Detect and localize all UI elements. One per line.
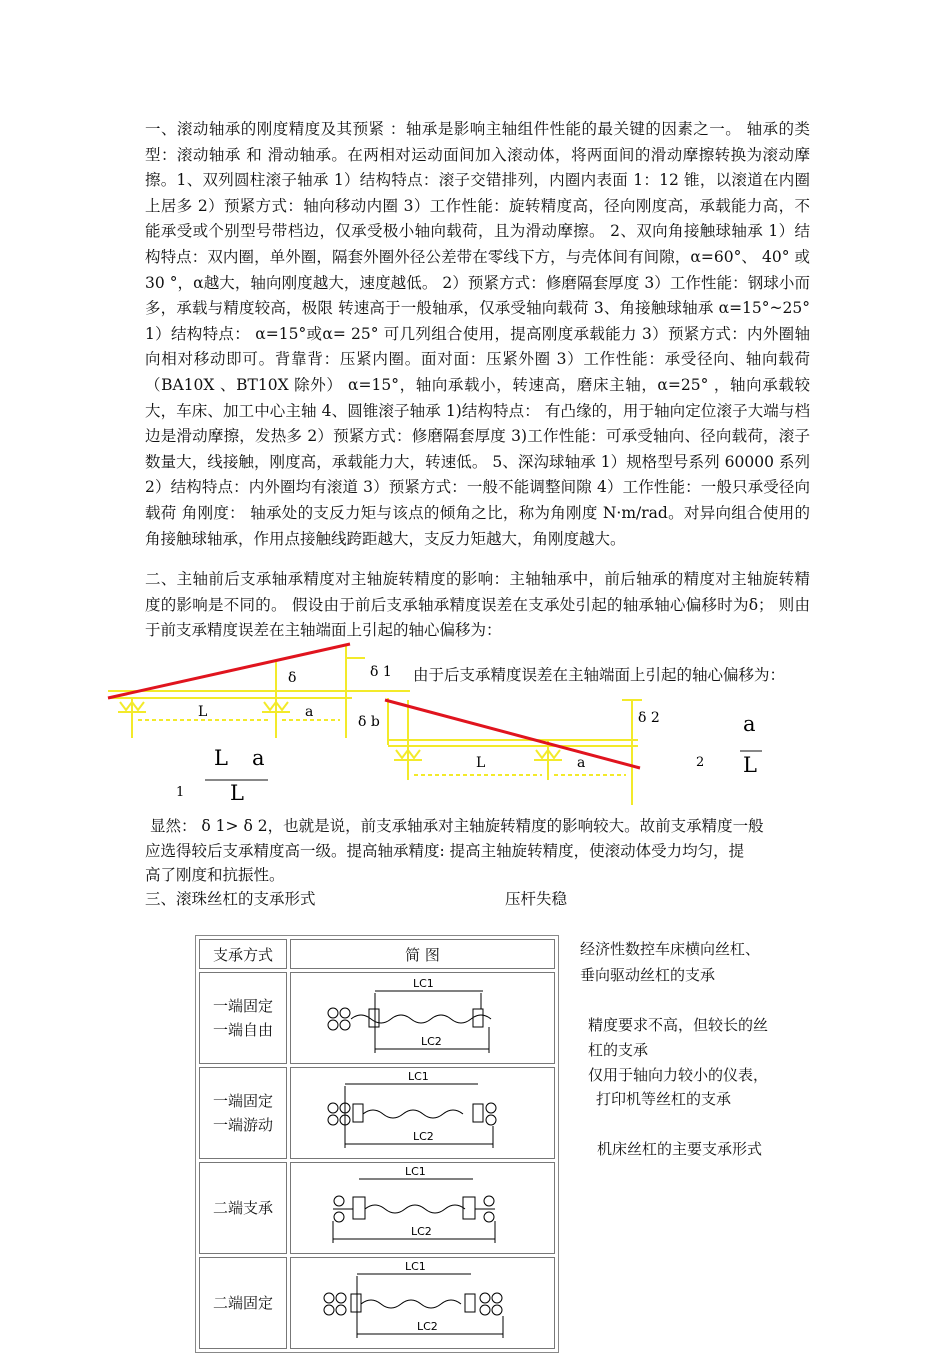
support-diagram-fixed-floating bbox=[290, 1067, 555, 1159]
formula1-index: 1 bbox=[176, 785, 185, 800]
rear-support-diagram bbox=[388, 698, 642, 805]
row-label: 二端固定 bbox=[199, 1257, 287, 1349]
table-row bbox=[199, 1162, 555, 1254]
svg-text:LC2: LC2 bbox=[410, 1225, 432, 1238]
table-row bbox=[199, 1067, 555, 1159]
delta1-label: δ 1 bbox=[370, 664, 392, 680]
support-diagram-both-supported bbox=[290, 1162, 555, 1254]
note-line-3: 精度要求不高，但较长的丝 bbox=[588, 1016, 769, 1034]
conclusion-line-2: 应选得较后支承精度高一级。提高轴承精度: 提高主轴旋转精度，使滚动体受力均匀，提 bbox=[145, 842, 745, 860]
table-header-row bbox=[199, 939, 555, 969]
delta2-label: δ 2 bbox=[638, 710, 660, 726]
screw-support-table bbox=[195, 935, 559, 1353]
support-diagram-both-fixed bbox=[290, 1257, 555, 1349]
section3-title: 三、滚珠丝杠的支承形式 bbox=[145, 890, 316, 908]
rear-L-label: L bbox=[476, 755, 486, 771]
svg-text:LC1: LC1 bbox=[404, 1165, 426, 1178]
formula-1 bbox=[176, 746, 268, 805]
rear-a-label: a bbox=[577, 755, 586, 771]
table-row bbox=[199, 972, 555, 1064]
svg-text:LC2: LC2 bbox=[416, 1320, 438, 1333]
note-line-2: 垂向驱动丝杠的支承 bbox=[580, 966, 716, 984]
front-a-label: a bbox=[305, 704, 314, 720]
section2-paragraph: 二、主轴前后支承轴承精度对主轴旋转精度的影响：主轴轴承中，前后轴承的精度对主轴旋转精度的影响是不同的。 假设由于前后支承轴承精度误差在支承处引起的轴承轴心偏移时为δ； 则由于前支承精度误差在主轴端面上引起的轴心偏移为： bbox=[145, 570, 810, 640]
svg-text:LC1: LC1 bbox=[412, 977, 434, 990]
formula1-num-L: L bbox=[214, 746, 228, 770]
formula2-num: a bbox=[743, 712, 756, 736]
header-support-mode: 支承方式 bbox=[199, 939, 287, 969]
note-line-6: 打印机等丝杠的支承 bbox=[596, 1090, 732, 1108]
rear-support-caption: 由于后支承精度误差在主轴端面上引起的轴心偏移为： bbox=[413, 666, 786, 684]
section1-paragraph: 一、滚动轴承的刚度精度及其预紧 ：轴承是影响主轴组件性能的最关键的因素之一。 轴承的类型：滚动轴承 和 滑动轴承。在两相对运动面间加入滚动体，将两面间的滑动摩擦转换为滚动摩擦。1、双列圆柱滚子轴承 1）结构特点：滚子交错排列，内圈内表面 1：12 锥，以滚道在内圈上居多 2）预紧方式：轴向移动内圈 3）工作性能：旋转精度高，径向刚度高，承载能力高，不能承受或个别型号带档边，仅承受极小轴向载荷，且为滑动摩擦。 2、双向角接触球轴承 1）结构特点：双内圈，单外圈，隔套外圈外径公差带在零线下方，与壳体间有间隙，α=60°、 40° 或 30 °，α越大，轴向刚度越大，速度越低。 2）预紧方式：修磨隔套厚度 3）工作性能：钢球小而多，承载与精度较高，极限 转速高于一般轴承，仅承受轴向载荷 3、角接触球轴承 α=15°~25° 1）结构特点： α=15°或α= 25° 可几列组合使用，提高刚度承载能力 3）预紧方式：内外圈轴向相对移动即可。背靠背：压紧内圈。面对面：压紧外圈 3）工作性能：承受径向、轴向载荷（BA10X 、BT10X 除外） α=15°，轴向承载小，转速高，磨床主轴，α=25° ，轴向承载较大，车床、加工中心主轴 4、圆锥滚子轴承 1)结构特点： 有凸缘的，用于轴向定位滚子大端与档边是滑动摩擦，发热多 2）预紧方式：修磨隔套厚度 3)工作性能：可承受轴向、径向载荷，滚子数量大，线接触，刚度高，承载能力大，转速低。 5、深沟球轴承 1）规格型号系列 60000 系列 2）结构特点：内外圈均有滚道 3）预紧方式：一般不能调整间隙 4）工作性能：一般只承受径向载荷 角刚度： 轴承处的支反力矩与该点的倾角之比，称为角刚度 N·m/rad。对异向组合使用的角接触球轴承，作用点接触线跨距越大，支反力矩越大，角刚度越大。 bbox=[145, 120, 810, 548]
formula-2 bbox=[696, 712, 762, 777]
svg-text:LC2: LC2 bbox=[412, 1130, 434, 1143]
front-L-label: L bbox=[198, 704, 208, 720]
formula2-den: L bbox=[743, 753, 757, 777]
delta-label: δ bbox=[288, 670, 297, 686]
delta-b-label: δ b bbox=[358, 714, 380, 730]
svg-text:LC1: LC1 bbox=[404, 1260, 426, 1273]
note-line-7: 机床丝杠的主要支承形式 bbox=[597, 1140, 763, 1158]
formula2-index: 2 bbox=[696, 755, 705, 770]
conclusion-line-3: 高了刚度和抗振性。 bbox=[145, 866, 285, 884]
row-label: 一端固定 一端游动 bbox=[199, 1067, 287, 1159]
support-diagram-fixed-free bbox=[290, 972, 555, 1064]
header-diagram: 简 图 bbox=[290, 939, 555, 969]
conclusion-line-1: 显然： δ 1> δ 2，也就是说，前支承轴承对主轴旋转精度的影响较大。故前支承精度一般 bbox=[150, 817, 764, 835]
table-row bbox=[199, 1257, 555, 1349]
note-line-4: 杠的支承 bbox=[588, 1041, 649, 1059]
row-label: 一端固定 一端自由 bbox=[199, 972, 287, 1064]
rear-offset-line bbox=[385, 700, 640, 768]
front-offset-line bbox=[108, 644, 350, 698]
row-label: 二端支承 bbox=[199, 1162, 287, 1254]
note-line-1: 经济性数控车床横向丝杠、 bbox=[580, 940, 761, 958]
section3-subtitle: 压杆失稳 bbox=[505, 890, 568, 908]
svg-text:LC1: LC1 bbox=[407, 1070, 429, 1083]
note-line-5: 仅用于轴向力较小的仪表， bbox=[588, 1066, 769, 1084]
formula1-den: L bbox=[230, 781, 244, 805]
formula1-num-a: a bbox=[252, 746, 265, 770]
svg-text:LC2: LC2 bbox=[420, 1035, 442, 1048]
